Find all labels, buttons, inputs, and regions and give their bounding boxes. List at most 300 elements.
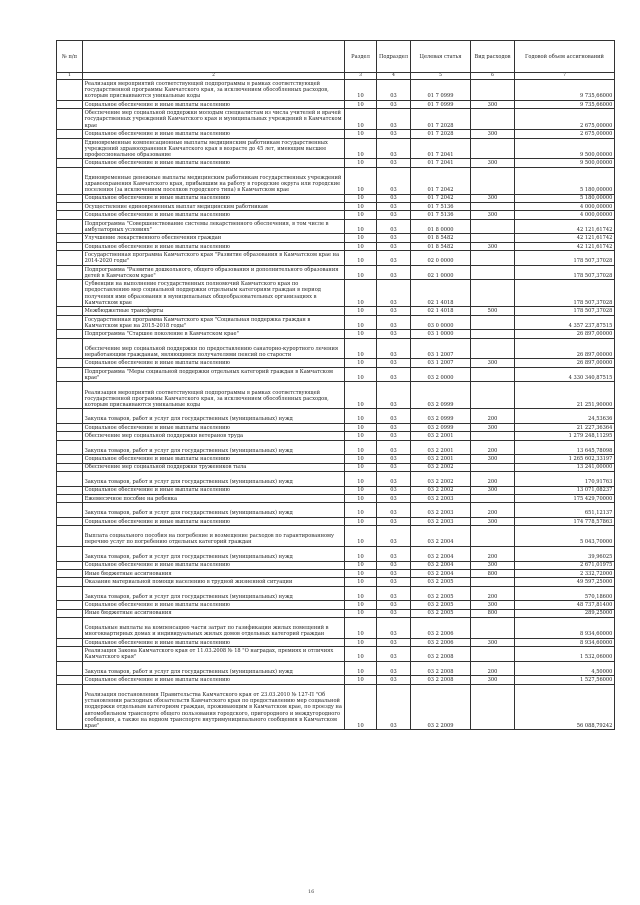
row-podrazdel: 03 (377, 684, 411, 730)
header-target-article: Целевая статья (411, 41, 471, 73)
row-target-article: 03 2 2009 (411, 684, 471, 730)
row-target-article: 03 2 0999 (411, 423, 471, 431)
row-sum: 42 121,61742 (515, 219, 615, 234)
row-podrazdel: 03 (377, 618, 411, 639)
row-sum: 26 897,00000 (515, 338, 615, 359)
row-podrazdel: 03 (377, 601, 411, 609)
row-podrazdel: 03 (377, 494, 411, 502)
row-razdel: 10 (345, 382, 377, 409)
column-number: 6 (471, 73, 515, 80)
row-name: Оказание материальной помощи населению в трудной жизненной ситуации (83, 578, 345, 586)
row-expense-type: 300 (471, 159, 515, 167)
row-podrazdel: 03 (377, 194, 411, 202)
table-row (57, 503, 615, 518)
row-razdel: 10 (345, 280, 377, 307)
row-expense-type (471, 647, 515, 662)
table-row (57, 661, 615, 676)
row-expense-type (471, 338, 515, 359)
row-podrazdel: 03 (377, 561, 411, 569)
page-number: 16 (308, 889, 315, 895)
row-expense-type: 200 (471, 586, 515, 601)
row-razdel: 10 (345, 242, 377, 250)
row-index (57, 586, 83, 601)
table-row (57, 455, 615, 463)
column-number: 5 (411, 73, 471, 80)
table-row (57, 307, 615, 315)
row-razdel: 10 (345, 130, 377, 138)
row-expense-type: 300 (471, 242, 515, 250)
row-expense-type (471, 219, 515, 234)
table-row (57, 242, 615, 250)
row-index (57, 601, 83, 609)
row-target-article: 03 1 2007 (411, 338, 471, 359)
row-name: Подпрограмма "Старшее поколение в Камчатском крае" (83, 330, 345, 338)
row-podrazdel: 03 (377, 578, 411, 586)
row-expense-type: 200 (471, 440, 515, 455)
row-expense-type: 300 (471, 455, 515, 463)
row-target-article: 03 2 2001 (411, 432, 471, 440)
row-podrazdel: 03 (377, 517, 411, 525)
row-name: Межбюджетные трансферты (83, 307, 345, 315)
row-sum: 26 897,00000 (515, 359, 615, 367)
row-razdel: 10 (345, 432, 377, 440)
row-podrazdel: 03 (377, 382, 411, 409)
row-index (57, 367, 83, 382)
row-razdel: 10 (345, 194, 377, 202)
row-index (57, 486, 83, 494)
row-sum: 9 500,00000 (515, 138, 615, 159)
row-razdel: 10 (345, 661, 377, 676)
table-row (57, 167, 615, 194)
row-podrazdel: 03 (377, 315, 411, 330)
row-razdel: 10 (345, 463, 377, 471)
row-name: Улучшение лекарственного обеспечения граждан (83, 234, 345, 242)
row-podrazdel: 03 (377, 547, 411, 562)
row-index (57, 280, 83, 307)
row-expense-type (471, 138, 515, 159)
row-expense-type: 300 (471, 561, 515, 569)
row-podrazdel: 03 (377, 130, 411, 138)
row-expense-type: 200 (471, 472, 515, 487)
row-razdel: 10 (345, 307, 377, 315)
header-index: № п/п (57, 41, 83, 73)
row-index (57, 359, 83, 367)
row-name: Социальное обеспечение и иные выплаты населению (83, 211, 345, 219)
table-row (57, 219, 615, 234)
row-sum: 5 180,00000 (515, 194, 615, 202)
row-name: Обеспечение мер социальной поддержки тружеников тыла (83, 463, 345, 471)
row-expense-type: 300 (471, 194, 515, 202)
row-expense-type (471, 80, 515, 101)
row-podrazdel: 03 (377, 432, 411, 440)
row-index (57, 578, 83, 586)
row-sum: 9 500,00000 (515, 159, 615, 167)
row-target-article: 03 2 0000 (411, 367, 471, 382)
row-name: Социальное обеспечение и иные выплаты населению (83, 561, 345, 569)
row-razdel: 10 (345, 330, 377, 338)
table-row (57, 440, 615, 455)
row-sum: 4,50000 (515, 661, 615, 676)
row-expense-type (471, 315, 515, 330)
row-name: Подпрограмма "Совершенствование системы лекарственного обеспечения, в том числе в амбулаторных условиях" (83, 219, 345, 234)
row-name: Реализация Закона Камчатского края от 11.03.2008 № 18 "О наградах, премиях и отличиях Камчатского края" (83, 647, 345, 662)
row-expense-type (471, 618, 515, 639)
table-row (57, 561, 615, 569)
row-sum: 21 227,36364 (515, 423, 615, 431)
row-name: Субвенции на выполнение государственных полномочий Камчатского края по предоставлению мер социальной поддержки отдельным категориям граждан в период получения ими образования в муниципальных общеобразовательных организациях в Камчатском крае (83, 280, 345, 307)
row-name: Социальное обеспечение и иные выплаты населению (83, 638, 345, 646)
row-razdel: 10 (345, 167, 377, 194)
row-sum: 42 121,61742 (515, 234, 615, 242)
row-index (57, 494, 83, 502)
row-index (57, 638, 83, 646)
row-sum: 4 000,00000 (515, 211, 615, 219)
row-razdel: 10 (345, 251, 377, 266)
row-razdel: 10 (345, 423, 377, 431)
row-sum: 21 251,90000 (515, 382, 615, 409)
row-podrazdel: 03 (377, 330, 411, 338)
row-name: Обеспечение мер социальной поддержки молодым специалистам из числа учителей и врачей государственных учреждений Камчатского края и муниципальных учреждений в Камчатском крае (83, 109, 345, 130)
table-row (57, 684, 615, 730)
row-target-article: 01 8 5482 (411, 242, 471, 250)
row-expense-type (471, 494, 515, 502)
row-razdel: 10 (345, 265, 377, 280)
row-index (57, 455, 83, 463)
row-name: Социальное обеспечение и иные выплаты населению (83, 423, 345, 431)
row-index (57, 517, 83, 525)
row-podrazdel: 03 (377, 676, 411, 684)
row-index (57, 647, 83, 662)
row-target-article: 02 1 4018 (411, 307, 471, 315)
row-name: Социальные выплаты на компенсацию части затрат по газификации жилых помещений в многоквартирных домах и индивидуальных жилых домов отдельных категорий граждан (83, 618, 345, 639)
row-name: Единовременные денежные выплаты медицинским работникам государственных учреждений здравоохранения Камчатского края, прибывшим на работу в городские округа или городские поселения (за исключением поселков городского типа) в Камчатском крае (83, 167, 345, 194)
row-podrazdel: 03 (377, 409, 411, 424)
row-index (57, 570, 83, 578)
row-index (57, 307, 83, 315)
row-razdel: 10 (345, 367, 377, 382)
row-expense-type: 300 (471, 423, 515, 431)
row-podrazdel: 03 (377, 280, 411, 307)
row-expense-type: 300 (471, 101, 515, 109)
row-expense-type: 300 (471, 601, 515, 609)
row-target-article: 03 2 2004 (411, 570, 471, 578)
row-name: Закупка товаров, работ и услуг для государственных (муниципальных) нужд (83, 472, 345, 487)
row-expense-type (471, 367, 515, 382)
row-name: Иные бюджетные ассигнования (83, 609, 345, 617)
row-name: Ежемесячное пособие на ребенка (83, 494, 345, 502)
table-row (57, 80, 615, 101)
row-razdel: 10 (345, 440, 377, 455)
row-expense-type (471, 234, 515, 242)
table-row (57, 486, 615, 494)
row-target-article: 01 7 2042 (411, 167, 471, 194)
header-name (83, 41, 345, 73)
row-index (57, 167, 83, 194)
row-podrazdel: 03 (377, 526, 411, 547)
row-sum: 178 507,37028 (515, 265, 615, 280)
row-target-article: 03 2 2003 (411, 503, 471, 518)
table-row (57, 517, 615, 525)
row-name: Обеспечение мер социальной поддержки по предоставлению санаторно-курортного лечения неработающим гражданам, являющимся получателями пенсий по старости (83, 338, 345, 359)
table-row (57, 211, 615, 219)
table-row (57, 280, 615, 307)
row-target-article: 03 2 2006 (411, 638, 471, 646)
row-razdel: 10 (345, 586, 377, 601)
row-target-article: 03 2 2008 (411, 661, 471, 676)
row-target-article: 03 2 2005 (411, 578, 471, 586)
row-razdel: 10 (345, 338, 377, 359)
row-name: Обеспечение мер социальной поддержки ветеранов труда (83, 432, 345, 440)
row-podrazdel: 03 (377, 251, 411, 266)
row-sum: 2 332,72000 (515, 570, 615, 578)
row-index (57, 432, 83, 440)
row-name: Социальное обеспечение и иные выплаты населению (83, 359, 345, 367)
row-razdel: 10 (345, 159, 377, 167)
row-sum: 56 088,79242 (515, 684, 615, 730)
row-podrazdel: 03 (377, 455, 411, 463)
row-target-article: 01 7 0999 (411, 101, 471, 109)
table-row (57, 251, 615, 266)
row-podrazdel: 03 (377, 265, 411, 280)
row-index (57, 109, 83, 130)
row-sum: 13 645,78098 (515, 440, 615, 455)
column-number: 3 (345, 73, 377, 80)
table-row (57, 423, 615, 431)
row-index (57, 618, 83, 639)
row-expense-type: 300 (471, 676, 515, 684)
table-row (57, 432, 615, 440)
row-sum: 174 778,57863 (515, 517, 615, 525)
table-row (57, 130, 615, 138)
row-expense-type: 200 (471, 547, 515, 562)
row-target-article: 03 2 2008 (411, 676, 471, 684)
row-target-article: 01 8 5482 (411, 234, 471, 242)
row-sum: 170,91763 (515, 472, 615, 487)
row-name: Социальное обеспечение и иные выплаты населению (83, 194, 345, 202)
row-index (57, 203, 83, 211)
row-name: Закупка товаров, работ и услуг для государственных (муниципальных) нужд (83, 440, 345, 455)
row-razdel: 10 (345, 503, 377, 518)
row-razdel: 10 (345, 547, 377, 562)
row-podrazdel: 03 (377, 359, 411, 367)
row-razdel: 10 (345, 570, 377, 578)
row-sum: 5 180,00000 (515, 167, 615, 194)
row-expense-type: 800 (471, 609, 515, 617)
budget-table (56, 40, 615, 730)
row-index (57, 234, 83, 242)
table-row (57, 359, 615, 367)
row-name: Подпрограмма "Меры социальной поддержки отдельных категорий граждан в Камчатском крае" (83, 367, 345, 382)
row-podrazdel: 03 (377, 307, 411, 315)
row-index (57, 526, 83, 547)
row-index (57, 101, 83, 109)
row-razdel: 10 (345, 486, 377, 494)
row-name: Социальное обеспечение и иные выплаты населению (83, 242, 345, 250)
row-target-article: 03 2 2006 (411, 618, 471, 639)
row-target-article: 03 2 2005 (411, 609, 471, 617)
row-podrazdel: 03 (377, 609, 411, 617)
row-target-article: 03 1 0000 (411, 330, 471, 338)
table-row (57, 194, 615, 202)
row-sum: 178 507,37028 (515, 280, 615, 307)
row-index (57, 547, 83, 562)
row-podrazdel: 03 (377, 647, 411, 662)
row-sum: 4 330 340,87515 (515, 367, 615, 382)
row-name: Реализация постановления Правительства Камчатского края от 23.03.2010 № 127-П "Об установлении расходных обязательств Камчатского края по предоставлению мер социальной поддержки отдельным категориям граждан, проживающим в Камчатском крае, по проезду на автомобильном транспорте общего пользования городского, пригородного и междугородного сообщения, а также на водном транспорте внутримуниципального сообщения в Камчатском крае" (83, 684, 345, 730)
row-name: Социальное обеспечение и иные выплаты населению (83, 159, 345, 167)
table-row (57, 463, 615, 471)
row-name: Социальное обеспечение и иные выплаты населению (83, 517, 345, 525)
row-target-article: 03 2 2004 (411, 547, 471, 562)
row-sum: 570,18600 (515, 586, 615, 601)
row-index (57, 219, 83, 234)
row-target-article: 01 7 2041 (411, 159, 471, 167)
row-target-article: 02 1 0000 (411, 265, 471, 280)
row-target-article: 03 2 0999 (411, 409, 471, 424)
row-razdel: 10 (345, 526, 377, 547)
row-razdel: 10 (345, 359, 377, 367)
column-number: 1 (57, 73, 83, 80)
row-podrazdel: 03 (377, 159, 411, 167)
row-sum: 289,25000 (515, 609, 615, 617)
row-sum: 8 934,60000 (515, 618, 615, 639)
row-target-article: 01 7 0999 (411, 80, 471, 101)
row-target-article: 03 1 2007 (411, 359, 471, 367)
table-row (57, 578, 615, 586)
row-name: Социальное обеспечение и иные выплаты населению (83, 486, 345, 494)
row-podrazdel: 03 (377, 167, 411, 194)
row-podrazdel: 03 (377, 80, 411, 101)
row-sum: 178 507,37028 (515, 307, 615, 315)
row-razdel: 10 (345, 109, 377, 130)
table-row (57, 494, 615, 502)
row-razdel: 10 (345, 409, 377, 424)
row-expense-type (471, 330, 515, 338)
row-target-article: 03 2 2005 (411, 586, 471, 601)
row-index (57, 382, 83, 409)
table-row (57, 101, 615, 109)
row-expense-type (471, 526, 515, 547)
row-expense-type (471, 578, 515, 586)
row-index (57, 472, 83, 487)
row-name: Осуществление единовременных выплат медицинским работникам (83, 203, 345, 211)
table-row (57, 472, 615, 487)
row-podrazdel: 03 (377, 242, 411, 250)
row-target-article: 03 2 2005 (411, 601, 471, 609)
row-name: Социальное обеспечение и иные выплаты населению (83, 101, 345, 109)
row-razdel: 10 (345, 101, 377, 109)
row-sum: 42 121,61742 (515, 242, 615, 250)
row-target-article: 03 2 2002 (411, 463, 471, 471)
row-name: Выплата социального пособия на погребение и возмещение расходов по гарантированному перечню услуг по погребению отдельных категорий граждан (83, 526, 345, 547)
row-name: Социальное обеспечение и иные выплаты населению (83, 676, 345, 684)
row-target-article: 01 7 2041 (411, 138, 471, 159)
row-podrazdel: 03 (377, 338, 411, 359)
table-row (57, 409, 615, 424)
row-podrazdel: 03 (377, 661, 411, 676)
row-sum: 2 675,00000 (515, 130, 615, 138)
row-podrazdel: 03 (377, 367, 411, 382)
row-podrazdel: 03 (377, 486, 411, 494)
table-row (57, 570, 615, 578)
row-razdel: 10 (345, 494, 377, 502)
row-target-article: 03 2 2001 (411, 455, 471, 463)
table-row (57, 526, 615, 547)
row-razdel: 10 (345, 601, 377, 609)
row-expense-type: 500 (471, 307, 515, 315)
row-razdel: 10 (345, 561, 377, 569)
row-target-article: 01 8 0000 (411, 219, 471, 234)
row-target-article: 03 2 2008 (411, 647, 471, 662)
row-sum: 9 735,66000 (515, 80, 615, 101)
table-row (57, 159, 615, 167)
row-podrazdel: 03 (377, 211, 411, 219)
row-razdel: 10 (345, 472, 377, 487)
row-expense-type (471, 684, 515, 730)
table-row (57, 265, 615, 280)
table-row (57, 203, 615, 211)
row-sum: 13 241,00000 (515, 463, 615, 471)
row-target-article: 01 7 5136 (411, 203, 471, 211)
row-index (57, 211, 83, 219)
row-index (57, 409, 83, 424)
row-podrazdel: 03 (377, 586, 411, 601)
row-sum: 4 357 237,87515 (515, 315, 615, 330)
row-index (57, 338, 83, 359)
row-index (57, 609, 83, 617)
row-sum: 1 279 248,11295 (515, 432, 615, 440)
row-expense-type (471, 432, 515, 440)
row-expense-type: 800 (471, 570, 515, 578)
row-expense-type (471, 463, 515, 471)
row-index (57, 194, 83, 202)
row-expense-type (471, 203, 515, 211)
table-row (57, 382, 615, 409)
row-index (57, 130, 83, 138)
row-expense-type: 200 (471, 661, 515, 676)
row-podrazdel: 03 (377, 101, 411, 109)
row-index (57, 138, 83, 159)
row-sum: 178 507,37028 (515, 251, 615, 266)
row-sum: 39,96025 (515, 547, 615, 562)
row-podrazdel: 03 (377, 570, 411, 578)
row-sum: 2 671,01975 (515, 561, 615, 569)
row-podrazdel: 03 (377, 503, 411, 518)
row-target-article: 01 7 2028 (411, 109, 471, 130)
row-razdel: 10 (345, 234, 377, 242)
row-target-article: 03 2 2002 (411, 472, 471, 487)
table-row (57, 315, 615, 330)
row-razdel: 10 (345, 80, 377, 101)
row-podrazdel: 03 (377, 472, 411, 487)
row-target-article: 03 2 2002 (411, 486, 471, 494)
row-razdel: 10 (345, 517, 377, 525)
row-expense-type: 300 (471, 486, 515, 494)
row-name: Закупка товаров, работ и услуг для государственных (муниципальных) нужд (83, 586, 345, 601)
row-expense-type (471, 167, 515, 194)
row-target-article: 02 1 4018 (411, 280, 471, 307)
table-row (57, 234, 615, 242)
row-name: Закупка товаров, работ и услуг для государственных (муниципальных) нужд (83, 409, 345, 424)
row-razdel: 10 (345, 455, 377, 463)
row-razdel: 10 (345, 211, 377, 219)
row-podrazdel: 03 (377, 234, 411, 242)
row-name: Реализация мероприятий соответствующей подпрограммы в рамках соответствующей государственной программы Камчатского края, за исключением обособленных расходов, которым присваиваются уникальные коды (83, 80, 345, 101)
row-expense-type: 300 (471, 211, 515, 219)
column-number: 4 (377, 73, 411, 80)
row-sum: 1 527,56000 (515, 676, 615, 684)
row-sum: 651,12137 (515, 503, 615, 518)
